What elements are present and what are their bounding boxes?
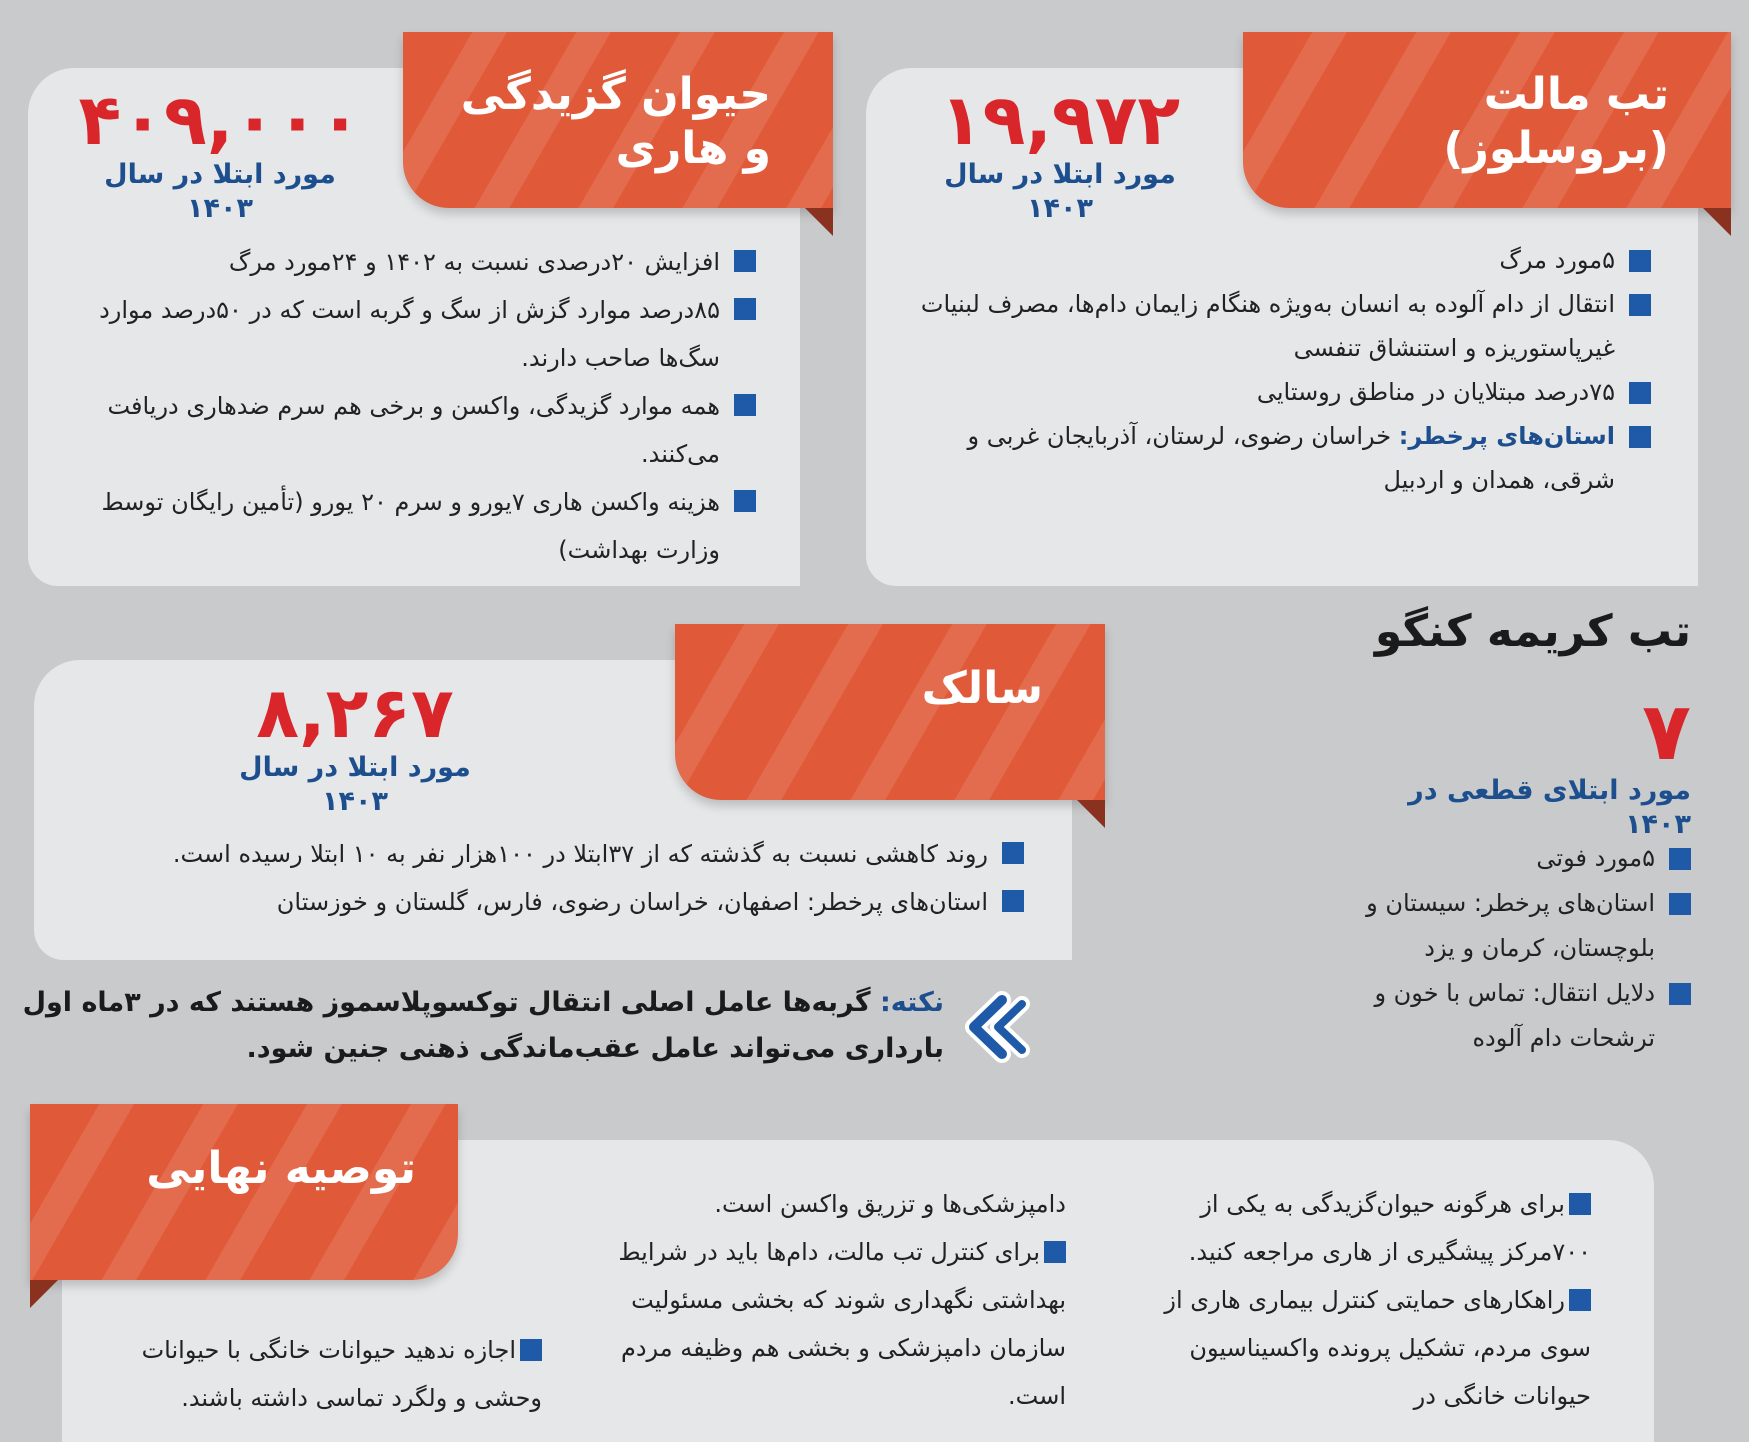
brucellosis-stat-value: ۱۹,۹۷۲	[939, 79, 1181, 161]
note-text	[14, 980, 944, 1072]
rabies-title: حیوان گزیدگی و هاری	[460, 69, 771, 174]
list-item: استان‌های پرخطر: اصفهان، خراسان رضوی، فارس، گلستان و خوزستان	[80, 878, 1026, 926]
bullet-square	[1044, 1241, 1066, 1263]
brucellosis-stat-caption: مورد ابتلا در سال ۱۴۰۳	[944, 159, 1176, 224]
list-item: همه موارد گزیدگی، واکسن و برخی هم سرم ضدهاری دریافت می‌کنند.	[65, 382, 758, 478]
list-item: ۷۵درصد مبتلایان در مناطق روستایی	[905, 370, 1653, 414]
brucellosis-title: تب مالت (بروسلوز)	[1443, 69, 1669, 174]
salak-title: سالک	[921, 663, 1043, 714]
recommendation-item: برای کنترل تب مالت، دام‌ها باید در شرایط بهداشتی نگهداری شوند که بخشی مسئولیت سازمان دامپزشکی و بخشی هم وظیفه مردم است.	[618, 1238, 1066, 1410]
list-item: ۸۵درصد موارد گزش از سگ و گربه است که در ۵۰درصد موارد سگ‌ها صاحب دارند.	[65, 286, 758, 382]
note-label: نکته:	[879, 987, 944, 1018]
salak-stat-value: ۸,۲۶۷	[256, 672, 454, 754]
risk-label: استان‌های پرخطر:	[1398, 422, 1615, 450]
brucellosis-banner	[1243, 32, 1731, 208]
list-item: ۵مورد فوتی	[1323, 836, 1693, 881]
rabies-list	[65, 238, 758, 574]
recommendation-title: توصیه نهایی	[146, 1143, 416, 1194]
list-item: روند کاهشی نسبت به گذشته که از ۳۷ابتلا در ۱۰۰هزار نفر به ۱۰ ابتلا رسیده است.	[80, 830, 1026, 878]
salak-banner	[675, 624, 1105, 800]
recommendation-item: دامپزشکی‌ها و تزریق واکسن است.	[714, 1190, 1066, 1218]
double-chevron-left-icon	[958, 990, 1032, 1064]
cchf-title: تب کریمه کنگو	[1374, 606, 1691, 657]
rabies-stat-value: ۴۰۹,۰۰۰	[78, 79, 362, 161]
salak-stat-caption: مورد ابتلا در سال ۱۴۰۳	[239, 752, 471, 817]
banner-fold	[1703, 208, 1731, 236]
list-item: استان‌های پرخطر: سیستان و بلوچستان، کرمان و یزد	[1323, 881, 1693, 971]
bullet-square	[520, 1339, 542, 1361]
bullet-square	[1569, 1193, 1591, 1215]
recommendation-banner	[30, 1104, 458, 1280]
list-item: هزینه واکسن هاری ۷یورو و سرم ۲۰ یورو (تأمین رایگان توسط وزارت بهداشت)	[65, 478, 758, 574]
recommendation-col-right	[1121, 1180, 1591, 1420]
cchf-stat-value: ۷	[1642, 685, 1691, 778]
recommendation-item: اجازه ندهید حیوانات خانگی با حیوانات وحشی و ولگرد تماسی داشته باشند.	[141, 1336, 542, 1412]
recommendation-col-left	[72, 1326, 542, 1422]
recommendation-item: راهکارهای حمایتی کنترل بیماری هاری از سوی مردم، تشکیل پرونده واکسیناسیون حیوانات خانگی در	[1164, 1286, 1591, 1410]
banner-fold	[805, 208, 833, 236]
list-item: انتقال از دام آلوده به انسان به‌ویژه هنگام زایمان دام‌ها، مصرف لبنیات غیرپاستوریزه و استنشاق تنفسی	[905, 282, 1653, 370]
list-item: افزایش ۲۰درصدی نسبت به ۱۴۰۲ و ۲۴مورد مرگ	[65, 238, 758, 286]
banner-fold	[30, 1280, 58, 1308]
cchf-list	[1323, 836, 1693, 1061]
rabies-stat	[70, 79, 370, 226]
risk-text: خراسان رضوی، لرستان، آذربایجان غربی و شرقی، همدان و اردبیل	[967, 422, 1615, 494]
brucellosis-stat	[910, 79, 1210, 226]
cchf-stat	[1351, 685, 1691, 842]
list-item: ۵مورد مرگ	[905, 238, 1653, 282]
recommendation-item: برای هرگونه حیوان‌گزیدگی به یکی از ۷۰۰مرکز پیشگیری از هاری مراجعه کنید.	[1188, 1190, 1591, 1266]
brucellosis-list	[905, 238, 1653, 502]
recommendation-col-middle	[596, 1180, 1066, 1420]
salak-stat	[205, 672, 505, 819]
cchf-stat-caption: مورد ابتلای قطعی در ۱۴۰۳	[1408, 775, 1691, 840]
salak-list	[80, 830, 1026, 926]
banner-fold	[1077, 800, 1105, 828]
bullet-square	[1569, 1289, 1591, 1311]
list-item: دلایل انتقال: تماس با خون و ترشحات دام آلوده	[1323, 971, 1693, 1061]
rabies-banner	[403, 32, 833, 208]
list-item	[905, 414, 1653, 502]
rabies-stat-caption: مورد ابتلا در سال ۱۴۰۳	[104, 159, 336, 224]
note-body: گربه‌ها عامل اصلی انتقال توکسوپلاسموز هستند که در ۳ماه اول بارداری می‌تواند عامل عقب‌ماندگی ذهنی جنین شود.	[22, 987, 944, 1064]
